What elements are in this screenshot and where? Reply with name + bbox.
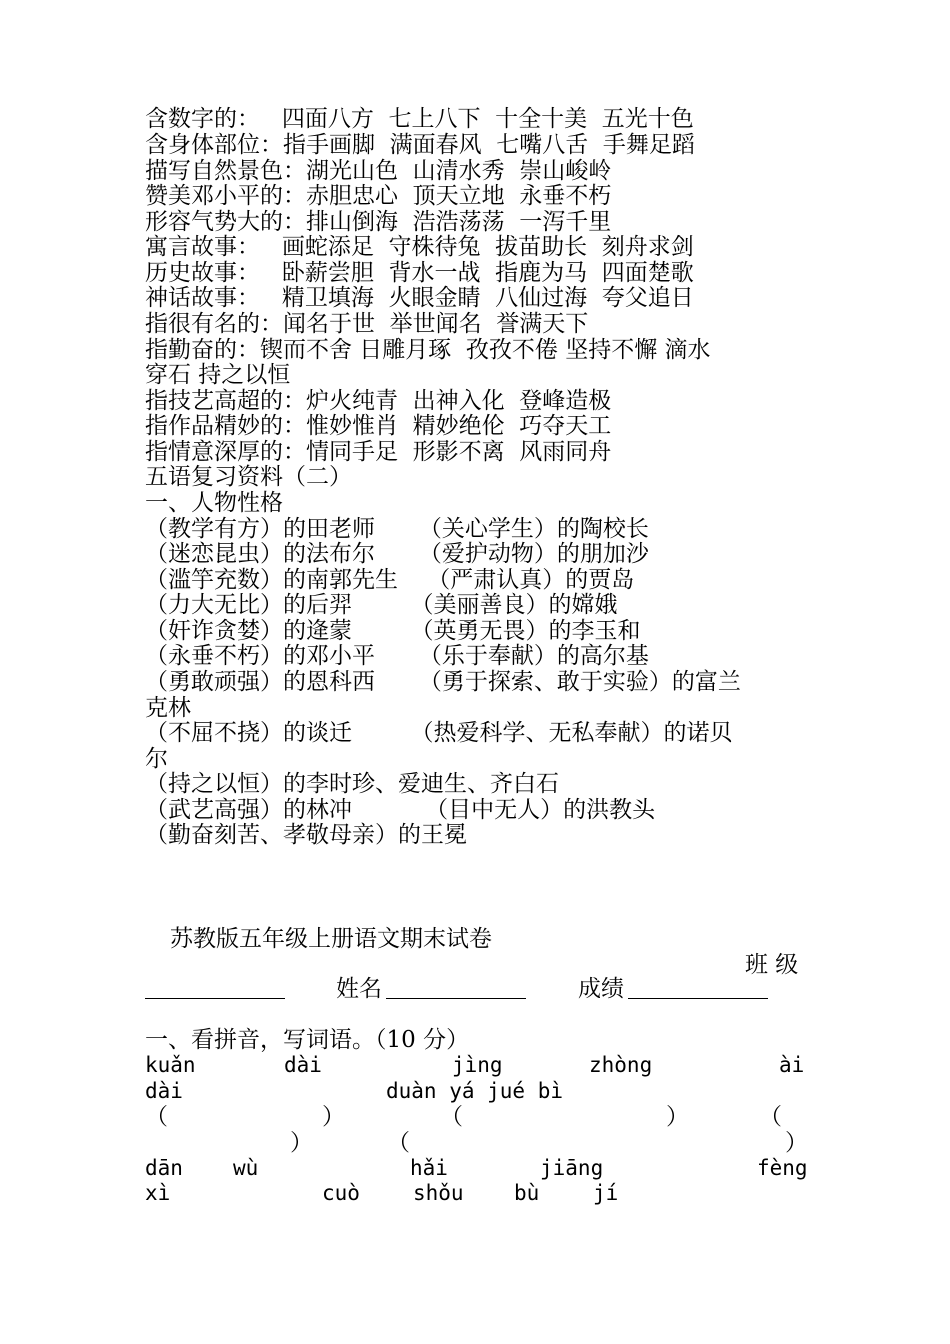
idiom-line: 指技艺高超的：炉火纯青 出神入化 登峰造极 xyxy=(145,388,612,414)
pinyin: jiāng xyxy=(540,1156,604,1180)
pinyin: ài xyxy=(779,1053,805,1077)
character-line: （奸诈贪婪）的逄蒙 （英勇无畏）的李玉和 xyxy=(145,618,641,644)
idiom-line: 穿石 持之以恒 xyxy=(145,362,291,388)
character-line: （滥竽充数）的南郭先生 （严肃认真）的贾岛 xyxy=(145,567,635,593)
character-line: 克林 xyxy=(145,695,191,721)
pinyin: duàn yá jué bì xyxy=(386,1079,564,1103)
exam-title: 苏教版五年级上册语文期末试卷 xyxy=(170,926,492,952)
pinyin: wù xyxy=(233,1156,259,1180)
idiom-line: 含身体部位：指手画脚 满面春风 七嘴八舌 手舞足蹈 xyxy=(145,132,695,158)
class-label: 班 级 xyxy=(745,952,799,978)
paren-close: ） xyxy=(322,1104,345,1130)
paren-open: （ xyxy=(759,1104,782,1130)
pinyin: kuǎn xyxy=(145,1053,196,1077)
character-line: （力大无比）的后羿 （美丽善良）的嫦娥 xyxy=(145,592,618,618)
name-blank[interactable] xyxy=(386,978,526,999)
idiom-line: 指很有名的：闻名于世 举世闻名 誉满天下 xyxy=(145,311,589,337)
pinyin: zhòng xyxy=(589,1053,653,1077)
section-heading: 五语复习资料（二） xyxy=(145,464,352,490)
idiom-line: 指情意深厚的：情同手足 形影不离 风雨同舟 xyxy=(145,439,612,465)
pinyin: shǒu xyxy=(413,1181,464,1205)
name-label: 姓名 xyxy=(336,976,382,1002)
pinyin: jìng xyxy=(452,1053,503,1077)
pinyin: xì xyxy=(145,1181,171,1205)
character-line: （武艺高强）的林冲 （目中无人）的洪教头 xyxy=(145,797,656,823)
paren-open: （ xyxy=(440,1104,463,1130)
pinyin: dài xyxy=(145,1079,183,1103)
idiom-line: 指作品精妙的：惟妙惟肖 精妙绝伦 巧夺天工 xyxy=(145,413,612,439)
idiom-line: 指勤奋的：锲而不舍 日雕月琢 孜孜不倦 坚持不懈 滴水 xyxy=(145,337,711,363)
idiom-line: 描写自然景色：湖光山色 山清水秀 崇山峻岭 xyxy=(145,158,612,184)
character-line: （永垂不朽）的邓小平 （乐于奉献）的高尔基 xyxy=(145,643,649,669)
character-line: （教学有方）的田老师 （关心学生）的陶校长 xyxy=(145,516,649,542)
idiom-line: 神话故事： 精卫填海 火眼金睛 八仙过海 夸父追日 xyxy=(145,285,694,311)
question-heading: 一、看拼音，写词语。（10 分） xyxy=(145,1027,470,1053)
pinyin: hǎi xyxy=(410,1156,448,1180)
paren-open: （ xyxy=(145,1104,168,1130)
paren-close: ） xyxy=(666,1104,689,1130)
pinyin: dài xyxy=(284,1053,322,1077)
idiom-line: 形容气势大的：排山倒海 浩浩荡荡 一泻千里 xyxy=(145,209,612,235)
character-line: （勤奋刻苦、孝敬母亲）的王冕 xyxy=(145,822,467,848)
idiom-line: 赞美邓小平的：赤胆忠心 顶天立地 永垂不朽 xyxy=(145,183,612,209)
character-line: （勇敢顽强）的恩科西 （勇于探索、敢于实验）的富兰 xyxy=(145,669,741,695)
score-label: 成绩 xyxy=(578,976,624,1002)
pinyin: dān xyxy=(145,1156,183,1180)
pinyin: jí xyxy=(593,1181,619,1205)
pinyin: bù xyxy=(514,1181,540,1205)
paren-close: ） xyxy=(290,1130,313,1156)
section-heading: 一、人物性格 xyxy=(145,490,283,516)
character-line: （迷恋昆虫）的法布尔 （爱护动物）的朋加沙 xyxy=(145,541,649,567)
idiom-line: 寓言故事： 画蛇添足 守株待兔 拔苗助长 刻舟求剑 xyxy=(145,234,694,260)
character-line: （不屈不挠）的谈迁 （热爱科学、无私奉献）的诺贝 xyxy=(145,720,733,746)
idiom-line: 历史故事： 卧薪尝胆 背水一战 指鹿为马 四面楚歌 xyxy=(145,260,694,286)
score-blank[interactable] xyxy=(628,978,768,999)
pinyin: fèng xyxy=(757,1156,808,1180)
idiom-line: 含数字的： 四面八方 七上八下 十全十美 五光十色 xyxy=(145,106,694,132)
paren-close: ） xyxy=(785,1130,808,1156)
character-line: 尔 xyxy=(145,746,168,772)
pinyin: cuò xyxy=(322,1181,360,1205)
character-line: （持之以恒）的李时珍、爱迪生、齐白石 xyxy=(145,771,559,797)
class-blank[interactable] xyxy=(145,978,285,999)
paren-open: （ xyxy=(387,1130,410,1156)
